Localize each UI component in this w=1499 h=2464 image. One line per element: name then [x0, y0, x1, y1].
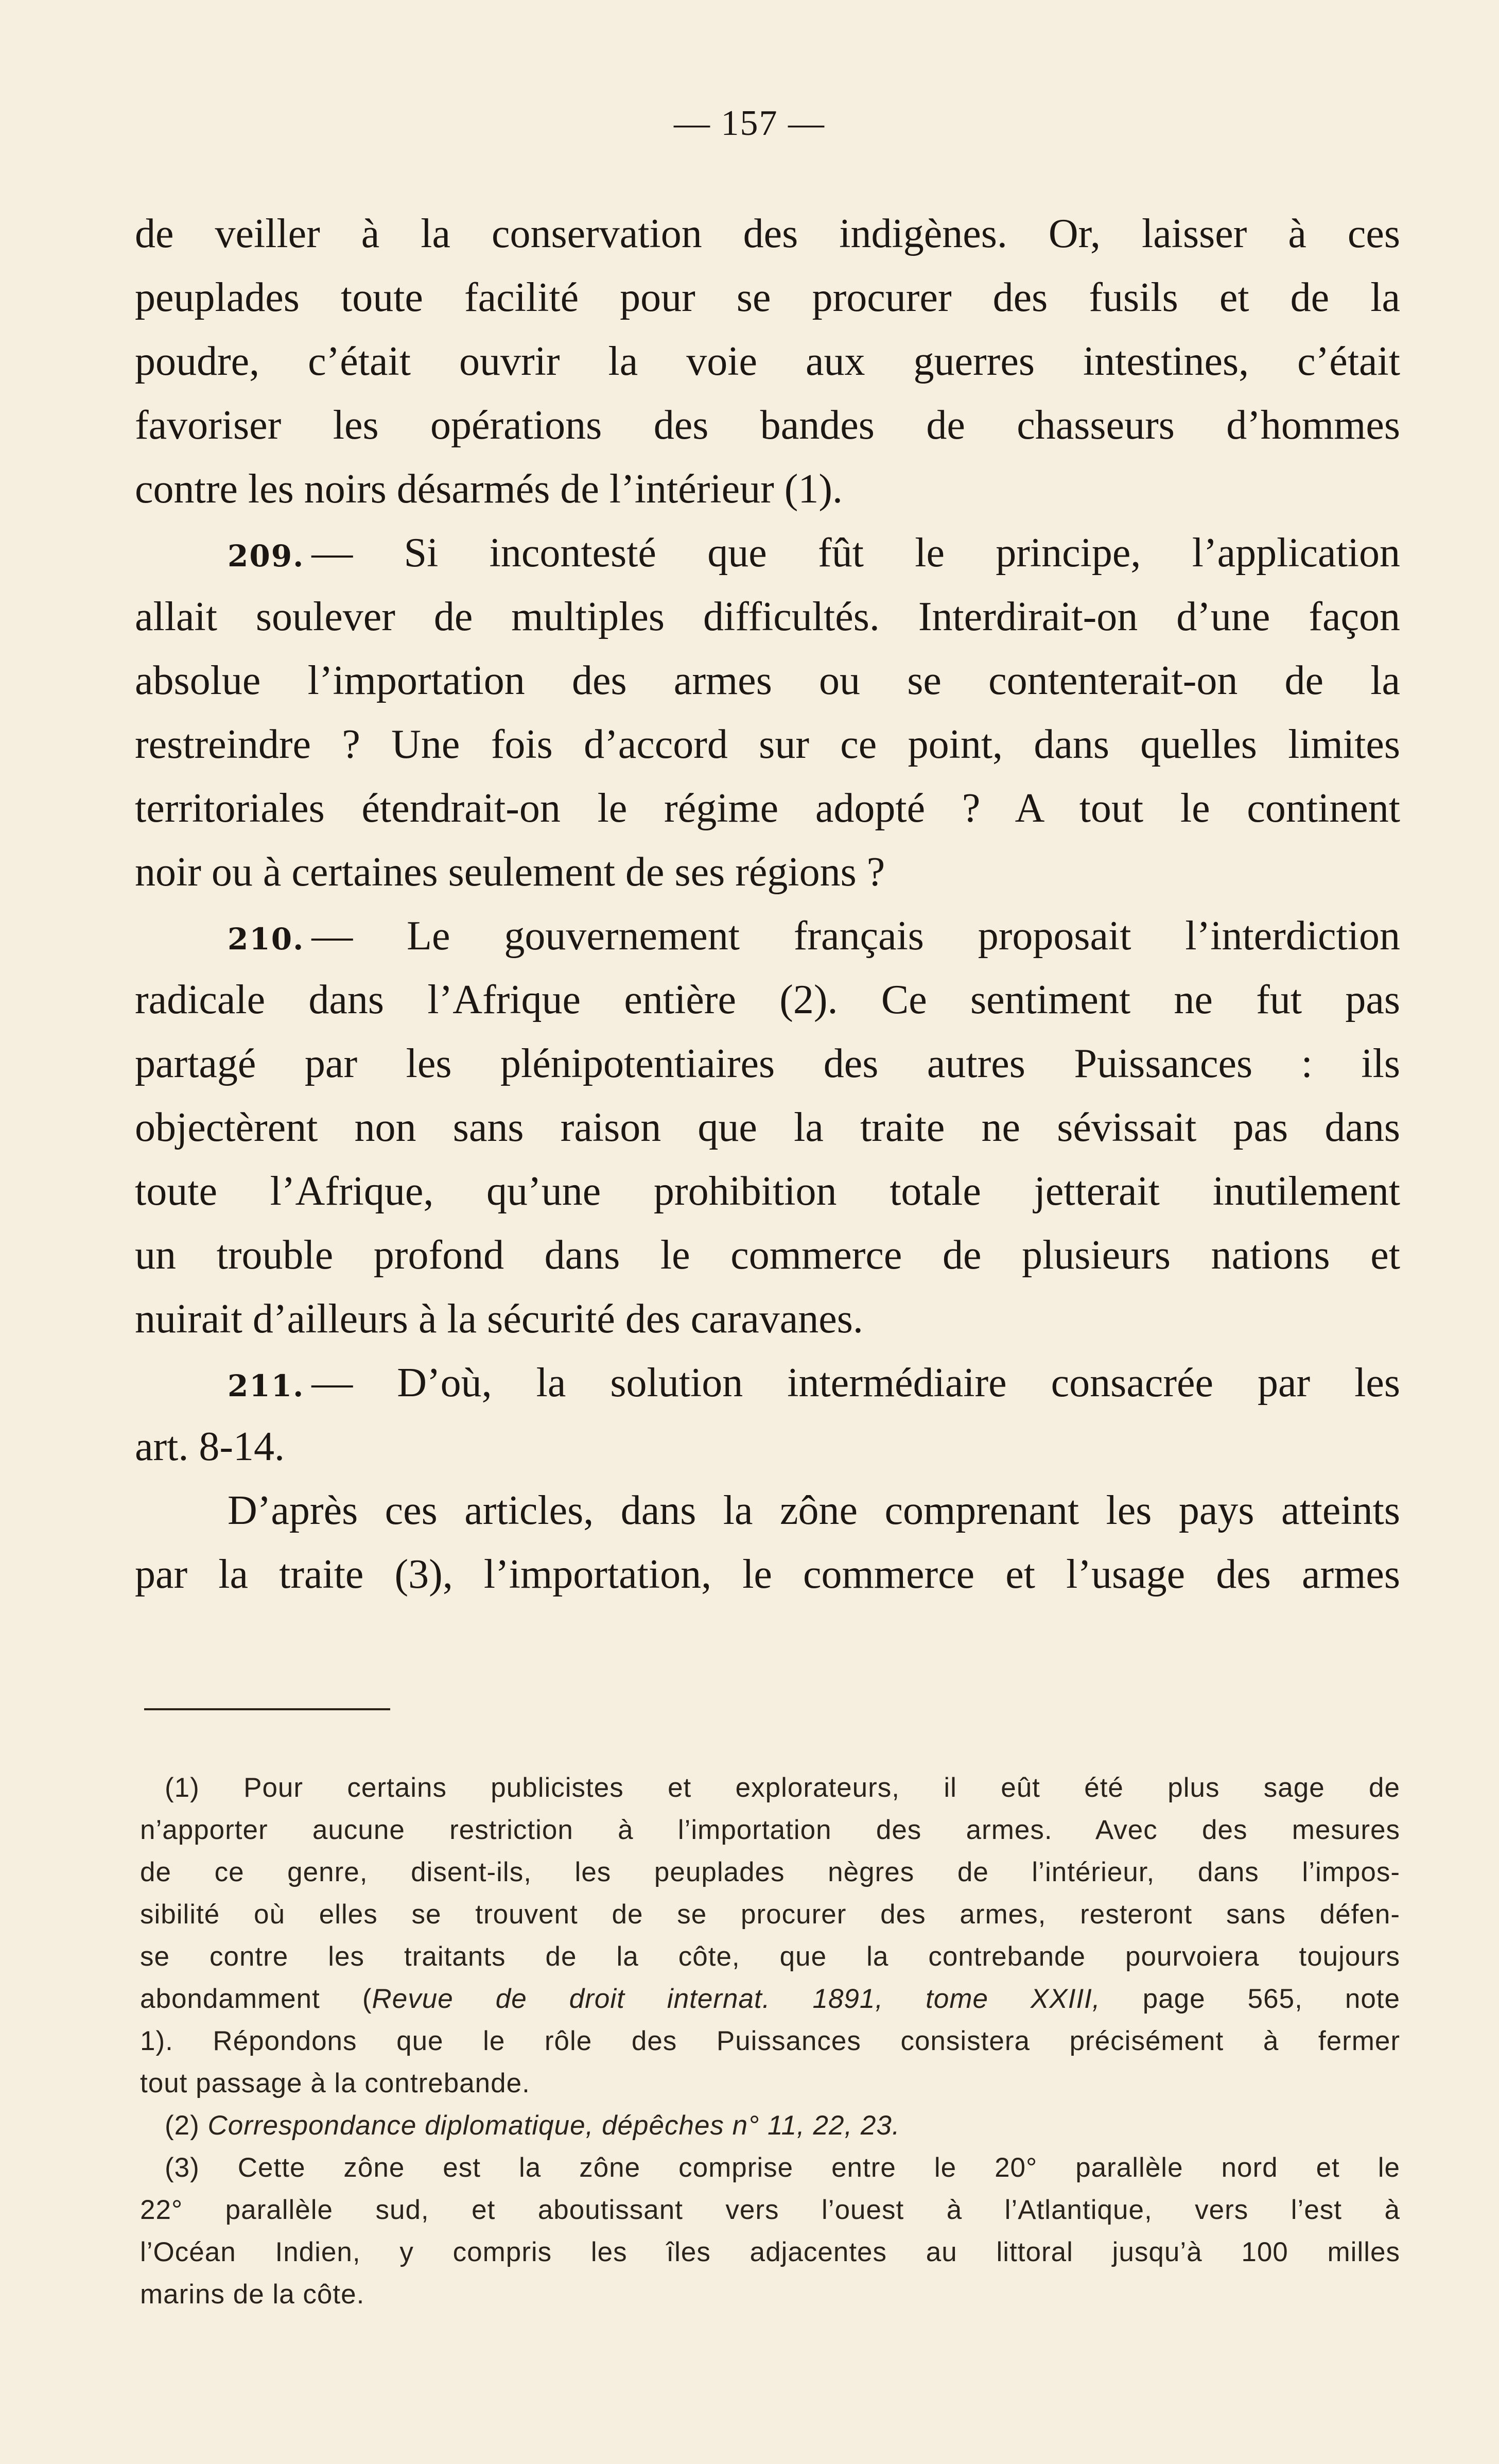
- footnote-3-line: 22° parallèle sud, et aboutissant vers l’ouest à l’Atlantique, vers l’est à: [140, 2195, 1400, 2225]
- text-line: — D’où, la solution intermédiaire consacrée par les: [311, 1360, 1400, 1405]
- paragraph-number-210: 210.: [228, 922, 305, 957]
- text-line: [135, 1479, 1400, 1542]
- text-line: de veiller à la conservation des indigènes. Or, laisser à ces: [135, 211, 1400, 256]
- footnote-3-line: marins de la côte.: [140, 2279, 365, 2310]
- footnote-1-line: se contre les traitants de la côte, que la contrebande pourvoiera toujours: [140, 1941, 1400, 1972]
- paragraph-211-first-line: [135, 1351, 1400, 1415]
- text-line: art. 8-14.: [135, 1424, 285, 1469]
- footnote-2-line: [140, 2105, 1400, 2147]
- text-line: un trouble profond dans le commerce de plusieurs nations et: [135, 1233, 1400, 1278]
- paragraph-209-first-line: [135, 521, 1400, 585]
- text-line: poudre, c’était ouvrir la voie aux guerres intestines, c’était: [135, 339, 1400, 384]
- text-line: par la traite (3), l’importation, le commerce et l’usage des armes: [135, 1552, 1400, 1597]
- footnote-1-line: tout passage à la contrebande.: [140, 2068, 530, 2098]
- footnote-3-line: l’Océan Indien, y compris les îles adjacentes au littoral jusqu’à 100 milles: [140, 2237, 1400, 2267]
- text-line: allait soulever de multiples difficultés. Interdirait-on d’une façon: [135, 594, 1400, 639]
- text-line: territoriales étendrait-on le régime adopté ? A tout le continent: [135, 786, 1400, 831]
- text-line-content: D’après ces articles, dans la zône comprenant les pays atteints: [228, 1488, 1400, 1533]
- page-number: — 157 —: [674, 103, 825, 143]
- paragraph-number-211: 211.: [228, 1368, 305, 1403]
- footnote-1-line: de ce genre, disent-ils, les peuplades nègres de l’intérieur, dans l’impos-: [140, 1857, 1400, 1887]
- footnote-separator: [144, 1708, 390, 1710]
- text-line: favoriser les opérations des bandes de chasseurs d’hommes: [135, 403, 1400, 448]
- text-line: peuplades toute facilité pour se procurer des fusils et de la: [135, 275, 1400, 320]
- paragraph-210-first-line: [135, 904, 1400, 968]
- footnote-1-line: sibilité où elles se trouvent de se procurer des armes, resteront sans défen-: [140, 1899, 1400, 1930]
- footnotes: [140, 1767, 1400, 2316]
- text-line: radicale dans l’Afrique entière (2). Ce sentiment ne fut pas: [135, 977, 1400, 1022]
- footnote-2-marker: (2): [165, 2110, 208, 2141]
- footnote-1-text: abondamment (: [140, 1984, 372, 2014]
- text-line: objectèrent non sans raison que la traite ne sévissait pas dans: [135, 1105, 1400, 1150]
- text-line: absolue l’importation des armes ou se contenterait-on de la: [135, 658, 1400, 703]
- footnote-1-line: (1) Pour certains publicistes et explorateurs, il eût été plus sage de: [165, 1773, 1400, 1803]
- footnote-1-line: 1). Répondons que le rôle des Puissances consistera précisément à fermer: [140, 2026, 1400, 2056]
- main-text: [135, 202, 1400, 1606]
- text-line: — Si incontesté que fût le principe, l’application: [311, 530, 1400, 576]
- text-line: contre les noirs désarmés de l’intérieur (1).: [135, 466, 843, 512]
- text-line: toute l’Afrique, qu’une prohibition totale jetterait inutilement: [135, 1169, 1400, 1214]
- text-line: partagé par les plénipotentiaires des autres Puissances : ils: [135, 1041, 1400, 1086]
- footnote-2-citation: Correspondance diplomatique, dépêches n° 11, 22, 23.: [207, 2110, 900, 2141]
- footnote-1-line: n’apporter aucune restriction à l’importation des armes. Avec des mesures: [140, 1815, 1400, 1845]
- footnote-1-text: page 565, note: [1100, 1984, 1400, 2014]
- paragraph-number-209: 209.: [228, 539, 305, 574]
- text-line: nuirait d’ailleurs à la sécurité des caravanes.: [135, 1296, 863, 1342]
- text-line: noir ou à certaines seulement de ses régions ?: [135, 849, 885, 895]
- footnote-1-line: [140, 1978, 1400, 2020]
- footnote-1-citation: Revue de droit internat. 1891, tome XXIII,: [372, 1984, 1101, 2014]
- text-line: — Le gouvernement français proposait l’interdiction: [311, 913, 1400, 959]
- footnote-3-line: (3) Cette zône est la zône comprise entre le 20° parallèle nord et le: [165, 2153, 1400, 2183]
- text-line: restreindre ? Une fois d’accord sur ce point, dans quelles limites: [135, 722, 1400, 767]
